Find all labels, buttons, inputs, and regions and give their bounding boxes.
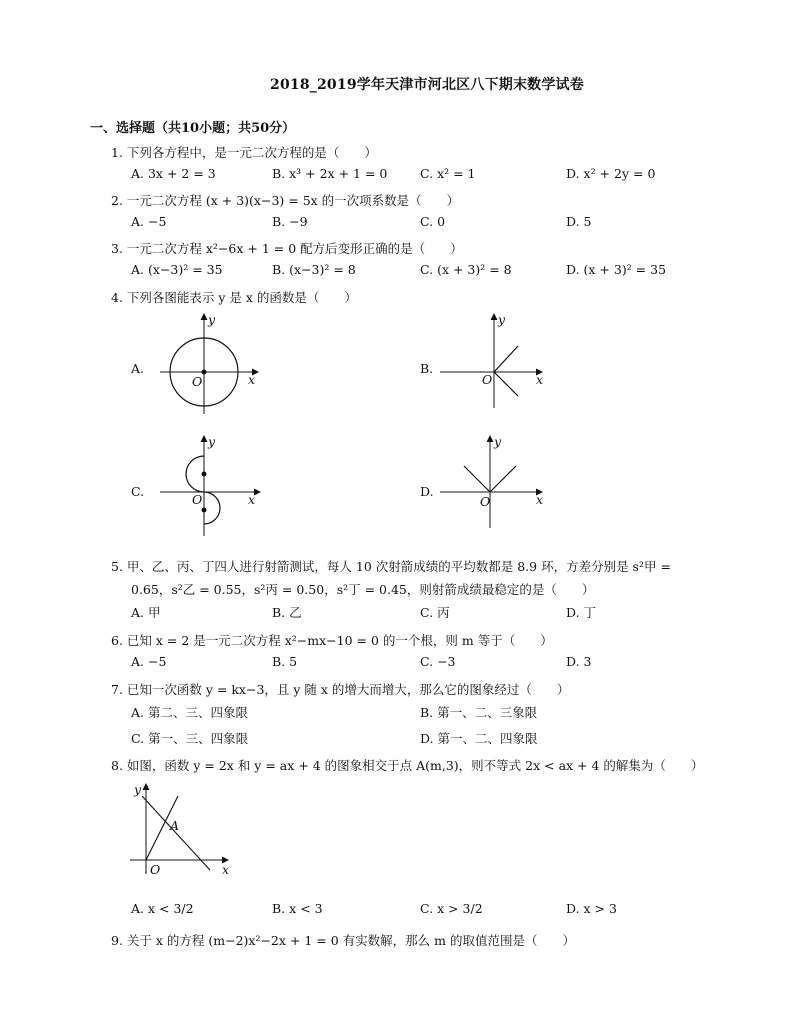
graph-c-semicircles xyxy=(160,432,270,542)
question-2-option-c: C. 0 xyxy=(420,214,446,229)
question-2-option-a: A. −5 xyxy=(131,214,167,229)
question-1-stem: 1. 下列各方程中，是一元二次方程的是（ ） xyxy=(111,145,377,160)
question-5-option-c: C. 丙 xyxy=(420,605,450,620)
question-5-option-d: D. 丁 xyxy=(566,605,597,620)
graph-d-y-label: y xyxy=(494,434,502,449)
question-5-stem-line2: 0.65，s²乙 = 0.55，s²丙 = 0.50，s²丁 = 0.45，则射箭成绩最稳定的是（ ） xyxy=(131,582,595,597)
graph-b-ray xyxy=(440,310,550,410)
question-6-option-a: A. −5 xyxy=(131,654,167,669)
question-5-option-b: B. 乙 xyxy=(272,605,302,620)
question-2-stem: 2. 一元二次方程 (x + 3)(x−3) = 5x 的一次项系数是（ ） xyxy=(111,193,460,208)
question-3-stem: 3. 一元二次方程 x²−6x + 1 = 0 配方后变形正确的是（ ） xyxy=(111,241,463,256)
question-2-option-b: B. −9 xyxy=(272,214,308,229)
graph-a-x-label: x xyxy=(248,372,256,387)
figure-8-point-a-label: A xyxy=(170,818,180,833)
question-4-option-d: D. xyxy=(420,484,434,499)
page-title: 2018_2019学年天津市河北区八下期末数学试卷 xyxy=(270,77,584,93)
figure-8-y-label: y xyxy=(134,782,142,797)
question-9-stem: 9. 关于 x 的方程 (m−2)x²−2x + 1 = 0 有实数解，那么 m 的取值范围是（ ） xyxy=(111,933,575,948)
question-3-option-d: D. (x + 3)² = 35 xyxy=(566,262,667,277)
question-2-option-d: D. 5 xyxy=(566,214,592,229)
question-1-option-b: B. x³ + 2x + 1 = 0 xyxy=(272,166,388,181)
question-6-stem: 6. 已知 x = 2 是一元二次方程 x²−mx−10 = 0 的一个根，则 m 等于（ ） xyxy=(111,633,553,648)
question-4-option-b: B. xyxy=(420,361,434,376)
question-8-option-c: C. x > 3/2 xyxy=(420,901,483,916)
question-8-option-d: D. x > 3 xyxy=(566,901,617,916)
figure-8-x-label: x xyxy=(222,862,230,877)
question-3-option-c: C. (x + 3)² = 8 xyxy=(420,262,512,277)
graph-a-origin-label: O xyxy=(192,374,203,389)
question-7-option-b: B. 第一、二、三象限 xyxy=(420,705,538,720)
graph-c-x-label: x xyxy=(248,492,256,507)
question-5-stem-line1: 5. 甲、乙、丙、丁四人进行射箭测试，每人 10 次射箭成绩的平均数都是 8.9 环，方差分别是 s²甲 = xyxy=(111,559,671,574)
graph-d-origin-label: O xyxy=(480,494,491,509)
question-6-option-c: C. −3 xyxy=(420,654,456,669)
graph-a-y-label: y xyxy=(208,312,216,327)
question-5-option-a: A. 甲 xyxy=(131,605,161,620)
question-6-option-d: D. 3 xyxy=(566,654,592,669)
question-8-option-a: A. x < 3/2 xyxy=(131,901,194,916)
question-4-option-c: C. xyxy=(131,484,145,499)
question-1-option-a: A. 3x + 2 = 3 xyxy=(131,166,216,181)
question-6-option-b: B. 5 xyxy=(272,654,298,669)
graph-c-origin-label: O xyxy=(192,492,203,507)
graph-b-y-label: y xyxy=(498,312,506,327)
figure-8-origin-label: O xyxy=(150,862,161,877)
question-8-stem: 8. 如图，函数 y = 2x 和 y = ax + 4 的图象相交于点 A(m,3)，则不等式 2x < ax + 4 的解集为（ ） xyxy=(111,758,704,773)
graph-d-x-label: x xyxy=(536,492,544,507)
graph-b-x-label: x xyxy=(536,372,544,387)
question-1-option-c: C. x² = 1 xyxy=(420,166,476,181)
question-4-option-a: A. xyxy=(131,361,145,376)
question-8-figure xyxy=(124,778,234,878)
question-8-option-b: B. x < 3 xyxy=(272,901,323,916)
question-4-stem: 4. 下列各图能表示 y 是 x 的函数是（ ） xyxy=(111,290,357,305)
question-3-option-a: A. (x−3)² = 35 xyxy=(131,262,223,277)
graph-c-y-label: y xyxy=(208,434,216,449)
question-3-option-b: B. (x−3)² = 8 xyxy=(272,262,356,277)
question-1-option-d: D. x² + 2y = 0 xyxy=(566,166,656,181)
section-heading: 一、选择题（共10小题；共50分） xyxy=(90,121,296,136)
graph-a-circle xyxy=(160,310,270,420)
graph-d-v-shape xyxy=(440,432,550,532)
graph-b-origin-label: O xyxy=(482,372,493,387)
question-7-stem: 7. 已知一次函数 y = kx−3，且 y 随 x 的增大而增大，那么它的图象经过（ ） xyxy=(111,682,570,697)
question-7-option-a: A. 第二、三、四象限 xyxy=(131,705,248,720)
question-7-option-d: D. 第一、二、四象限 xyxy=(420,731,538,746)
question-7-option-c: C. 第一、三、四象限 xyxy=(131,731,249,746)
